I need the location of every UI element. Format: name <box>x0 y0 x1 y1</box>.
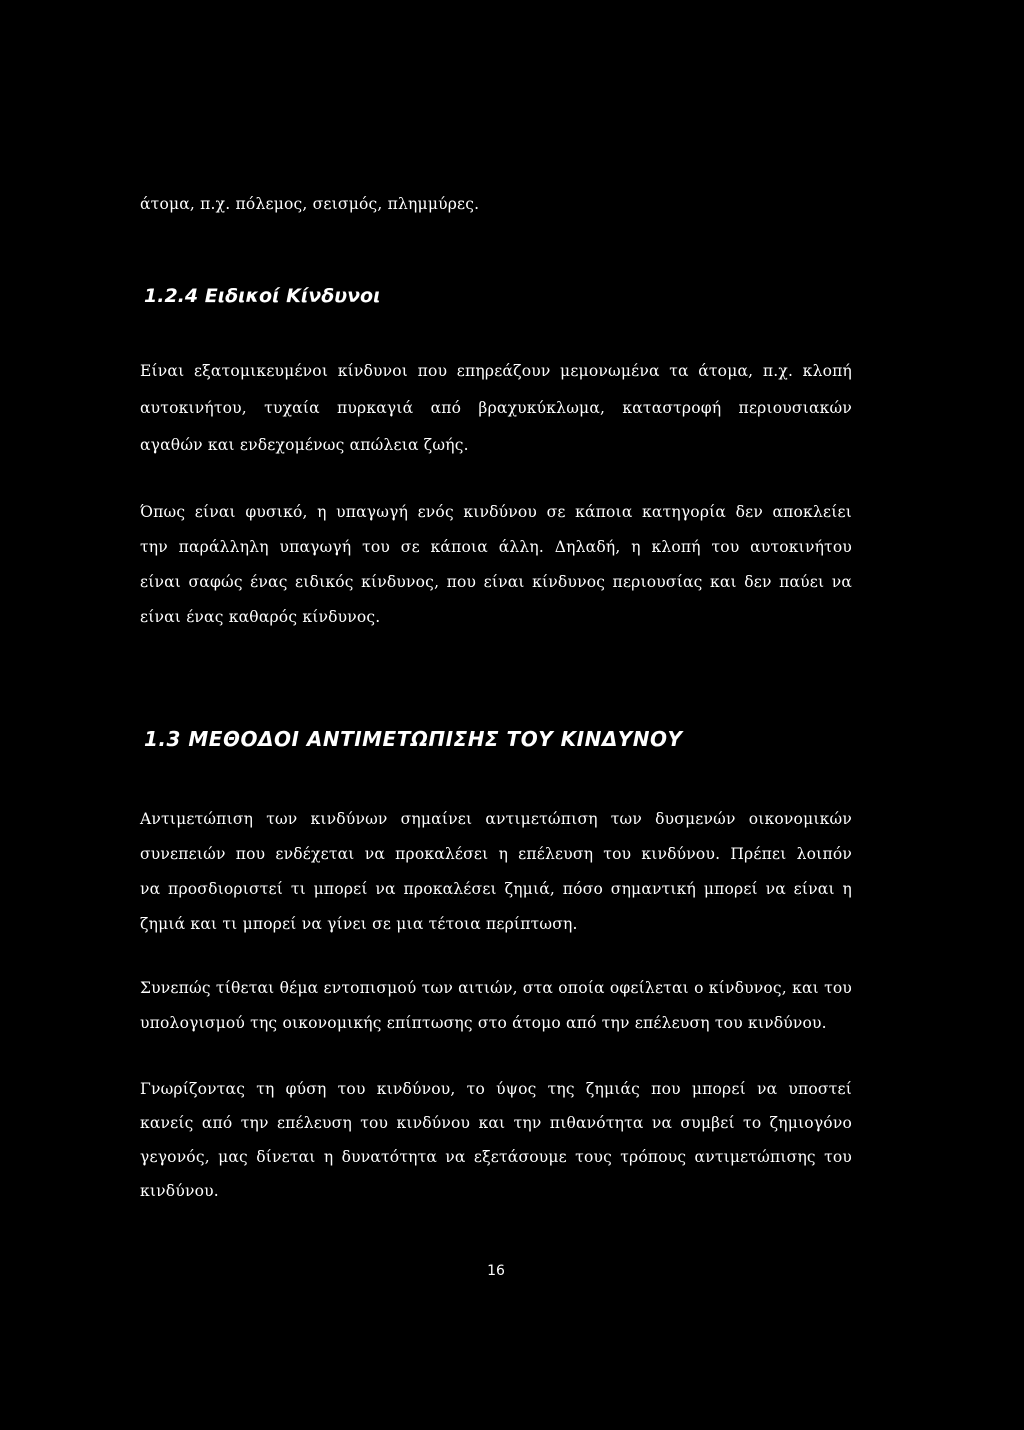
paragraph-line: Είναι εξατομικευμένοι κίνδυνοι που επηρεάζουν μεμονωμένα τα άτομα, π.χ. κλοπή <box>140 362 852 380</box>
paragraph-line: ζημιά και τι μπορεί να γίνει σε μια τέτοια περίπτωση. <box>140 915 578 933</box>
paragraph-line: να προσδιοριστεί τι μπορεί να προκαλέσει ζημιά, πόσο σημαντική μπορεί να είναι η <box>140 880 852 898</box>
page-number: 16 <box>487 1263 505 1279</box>
paragraph-line: είναι σαφώς ένας ειδικός κίνδυνος, που είναι κίνδυνος περιουσίας και δεν παύει να <box>140 573 852 591</box>
paragraph-line: Όπως είναι φυσικό, η υπαγωγή ενός κινδύνου σε κάποια κατηγορία δεν αποκλείει <box>140 503 852 521</box>
paragraph-line: υπολογισμού της οικονομικής επίπτωσης στο άτομο από την επέλευση του κινδύνου. <box>140 1014 827 1032</box>
section-heading-1-2-4: 1.2.4 Ειδικοί Κίνδυνοι <box>144 285 381 307</box>
paragraph-line: συνεπειών που ενδέχεται να προκαλέσει η επέλευση του κινδύνου. Πρέπει λοιπόν <box>140 845 852 863</box>
intro-line: άτομα, π.χ. πόλεμος, σεισμός, πλημμύρες. <box>140 195 480 213</box>
paragraph-line: Γνωρίζοντας τη φύση του κινδύνου, το ύψος της ζημιάς που μπορεί να υποστεί <box>140 1080 852 1098</box>
section-heading-1-3: 1.3 ΜΕΘΟΔΟΙ ΑΝΤΙΜΕΤΩΠΙΣΗΣ ΤΟΥ ΚΙΝΔΥΝΟΥ <box>144 727 683 751</box>
paragraph-line: κινδύνου. <box>140 1182 219 1200</box>
paragraph-line: την παράλληλη υπαγωγή του σε κάποια άλλη. Δηλαδή, η κλοπή του αυτοκινήτου <box>140 538 852 556</box>
paragraph-line: Αντιμετώπιση των κινδύνων σημαίνει αντιμετώπιση των δυσμενών οικονομικών <box>140 810 852 828</box>
paragraph-line: γεγονός, μας δίνεται η δυνατότητα να εξετάσουμε τους τρόπους αντιμετώπισης του <box>140 1148 852 1166</box>
paragraph-line: αγαθών και ενδεχομένως απώλεια ζωής. <box>140 436 469 454</box>
paragraph-line: κανείς από την επέλευση του κινδύνου και την πιθανότητα να συμβεί το ζημιογόνο <box>140 1114 852 1132</box>
paragraph-line: είναι ένας καθαρός κίνδυνος. <box>140 608 381 626</box>
paragraph-line: αυτοκινήτου, τυχαία πυρκαγιά από βραχυκύκλωμα, καταστροφή περιουσιακών <box>140 399 852 417</box>
paragraph-line: Συνεπώς τίθεται θέμα εντοπισμού των αιτιών, στα οποία οφείλεται ο κίνδυνος, και του <box>140 979 852 997</box>
